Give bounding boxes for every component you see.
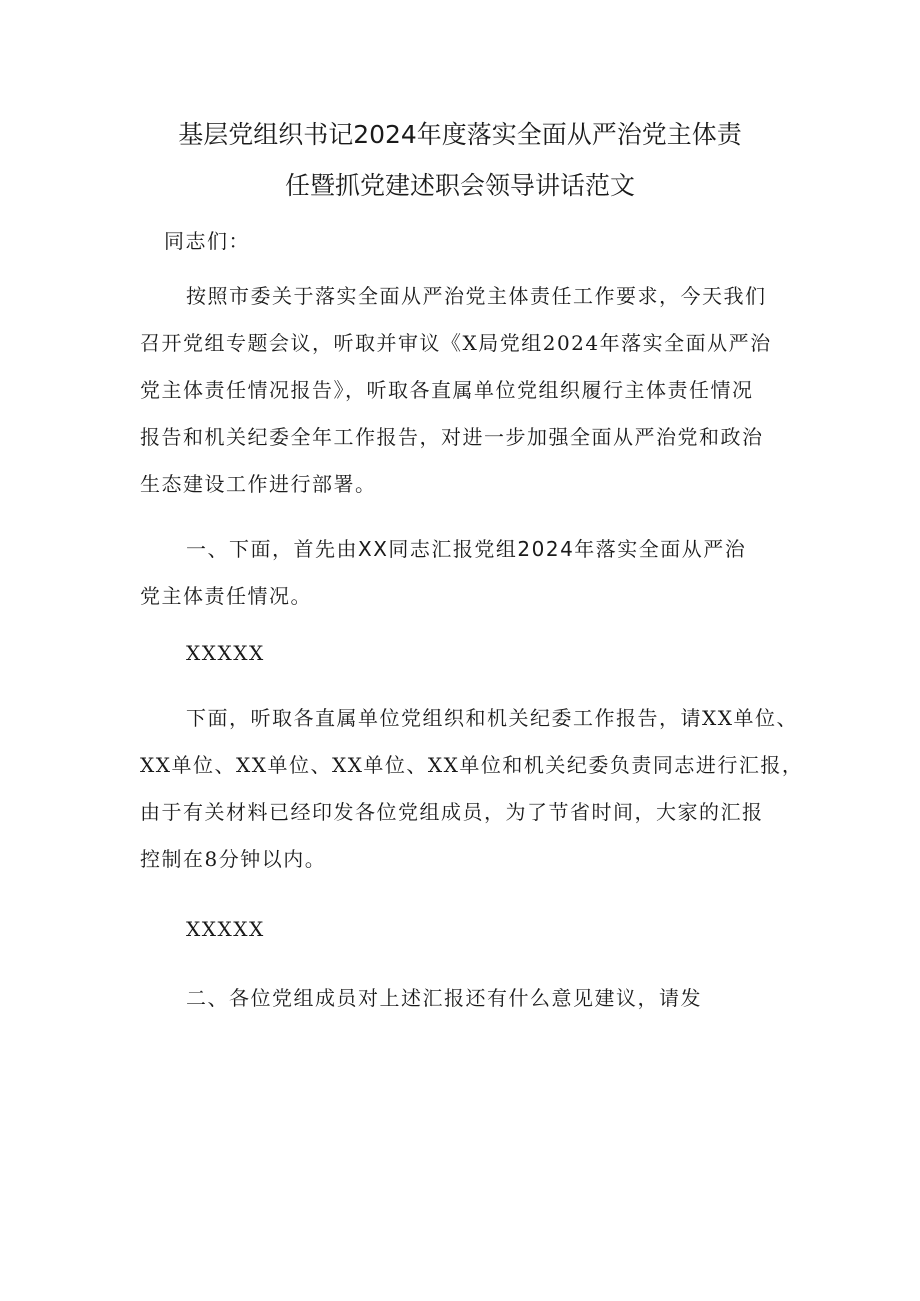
paragraph-2 xyxy=(140,526,780,620)
paragraph-line: 控制在8分钟以内。 xyxy=(140,847,327,871)
placeholder-text-1: XXXXX xyxy=(186,641,265,665)
title-line-1: 基层党组织书记2024年度落实全面从严治党主体责 xyxy=(178,120,742,149)
paragraph-line: 一、下面，首先由XX同志汇报党组2024年落实全面从严治 xyxy=(186,537,747,561)
paragraph-1 xyxy=(140,273,780,508)
paragraph-line: 由于有关材料已经印发各位党组成员，为了节省时间，大家的汇报 xyxy=(140,800,764,824)
paragraph-line: 党主体责任情况。 xyxy=(140,584,312,608)
placeholder-text-2: XXXXX xyxy=(186,917,265,941)
salutation: 同志们： xyxy=(164,229,250,253)
paragraph-line: 生态建设工作进行部署。 xyxy=(140,472,377,496)
title-line-2: 任暨抓党建述职会领导讲话范文 xyxy=(284,171,635,200)
paragraph-line: 党主体责任情况报告》，听取各直属单位党组织履行主体责任情况 xyxy=(140,378,754,402)
paragraph-line: 二、各位党组成员对上述汇报还有什么意见建议，请发 xyxy=(186,986,702,1010)
paragraph-line: XX单位、XX单位、XX单位、XX单位和机关纪委负责同志进行汇报， xyxy=(140,753,804,777)
paragraph-4 xyxy=(140,975,780,1022)
paragraph-line: 下面，听取各直属单位党组织和机关纪委工作报告，请XX单位、 xyxy=(186,706,798,730)
paragraph-line: 召开党组专题会议，听取并审议《X局党组2024年落实全面从严治 xyxy=(140,331,772,355)
paragraph-3 xyxy=(140,695,804,883)
paragraph-line: 按照市委关于落实全面从严治党主体责任工作要求，今天我们 xyxy=(186,284,767,308)
paragraph-line: 报告和机关纪委全年工作报告，对进一步加强全面从严治党和政治 xyxy=(140,425,764,449)
